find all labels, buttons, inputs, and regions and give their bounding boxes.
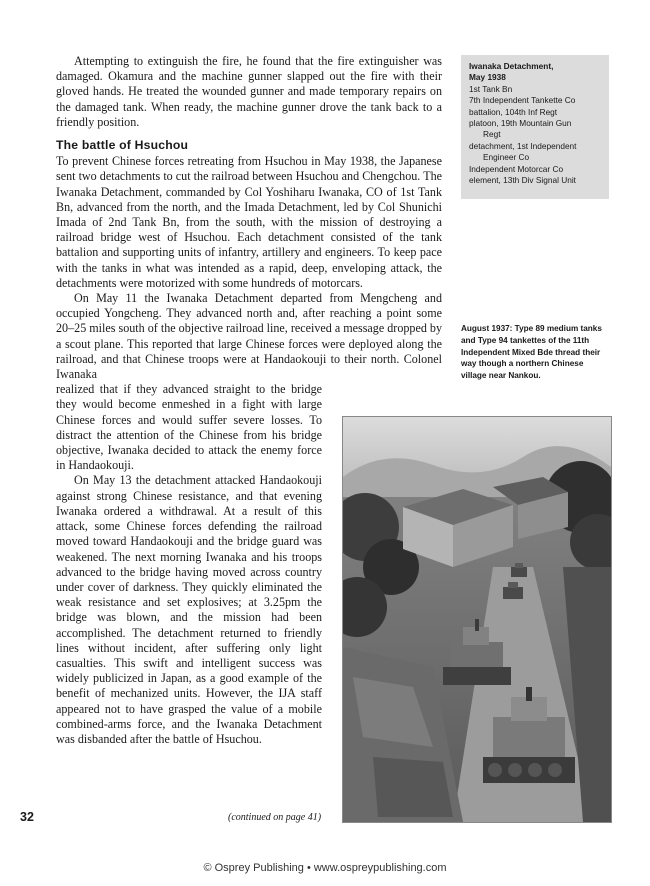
sidebar-line: detachment, 1st Independent [469, 140, 577, 151]
body-paragraph: Attempting to extinguish the fire, he found that the fire extinguisher was damaged. Okamura and the machine gunner slapped out the fire with their gloved hands. He treated the wounded gunner and made temporary repairs on the damaged tank. When ready, the machine gunner drove the tank back to a friendly position. [56, 54, 442, 129]
sidebar-title-line: Iwanaka Detachment, [469, 61, 554, 71]
sidebar-title-line: May 1938 [469, 72, 506, 83]
page-number: 32 [20, 810, 34, 824]
sidebar-title [469, 61, 601, 84]
photo-illustration [343, 417, 611, 822]
sidebar-line: Independent Motorcar Co [469, 163, 564, 174]
section-heading: The battle of Hsuchou [56, 138, 189, 153]
body-paragraph: To prevent Chinese forces retreating from Hsuchou in May 1938, the Japanese sent two detachments to cut the railroad between Hsuchou and Chengchou. The Iwanaka Detachment, commanded by Col Yoshiharu Iwanaka, CO of 1st Tank Bn, advanced from the north, and the Imada Detachment, led by Col Shunichi Imada of 2nd Tank Bn, from the south, with the mission of destroying a railroad bridge west of Hsuchou. Each detachment consisted of the tank battalion and supporting units of infantry, artillery and engineers. To keep pace with the tanks in what was intended as a rapid, deep, enveloping attack, the detachments were motorized with some hundreds of motorcars. [56, 154, 442, 290]
copyright-footer: © Osprey Publishing • www.ospreypublishing.com [203, 862, 447, 874]
photo-caption: August 1937: Type 89 medium tanks and Type 94 tankettes of the 11th Independent Mixed Bde thread their way though a northern Chinese village near Nankou. [461, 324, 602, 381]
narrow-text-block [56, 382, 322, 747]
body-paragraph: On May 13 the detachment attacked Handaokouji against strong Chinese resistance, and that evening Iwanaka ordered a withdrawal. At a result of this attack, some Chinese forces defending the railroad moved toward Handaokouji and the bridge guard was weakened. The next morning Iwanaka and his troops advanced to the bridge having moved across country under cover of darkness. They quickly eliminated the weak resistance and set explosives; at 3.25pm the bridge was blown, and the mission had been accomplished. The detachment returned to friendly lines without incident, after suffering only light casualties. This swift and intelligent success was widely publicized in Japan, as a good example of the benefit of mechanized units. However, the IJA staff appeared not to have grasped the value of a mobile combined-arms force, and the Iwanaka Detachment was disbanded after the battle of Hsuchou. [56, 473, 322, 746]
sidebar-line: platoon, 19th Mountain Gun [469, 118, 572, 129]
sidebar-line: 1st Tank Bn [469, 83, 513, 94]
sidebar-line: battalion, 104th Inf Regt [469, 106, 558, 117]
sidebar-line: Regt [483, 129, 501, 140]
tank-column-photo [342, 416, 612, 823]
body-paragraph: realized that if they advanced straight to the bridge they would become enmeshed in a fight with large Chinese forces and would suffer severe losses. To distract the attention of the Chinese from his bridge objective, Iwanaka decided to attack the enemy force in Handaokouji. [56, 382, 322, 473]
sidebar-line: 7th Independent Tankette Co [469, 95, 576, 106]
body-paragraph: On May 11 the Iwanaka Detachment departed from Mengcheng and occupied Yongcheng. They advanced north and, after reaching a point some 20–25 miles south of the objective railroad line, received a message dropped by a scout plane. This reported that large Chinese forces were deployed along the railroad, and that Chinese troops were at Handaokouji to their north. Colonel Iwanaka [56, 291, 442, 382]
continued-note: (continued on page 41) [228, 812, 322, 823]
order-of-battle-sidebar [461, 55, 609, 199]
sidebar-line: Engineer Co [483, 152, 530, 163]
sidebar-line: element, 13th Div Signal Unit [469, 175, 576, 186]
